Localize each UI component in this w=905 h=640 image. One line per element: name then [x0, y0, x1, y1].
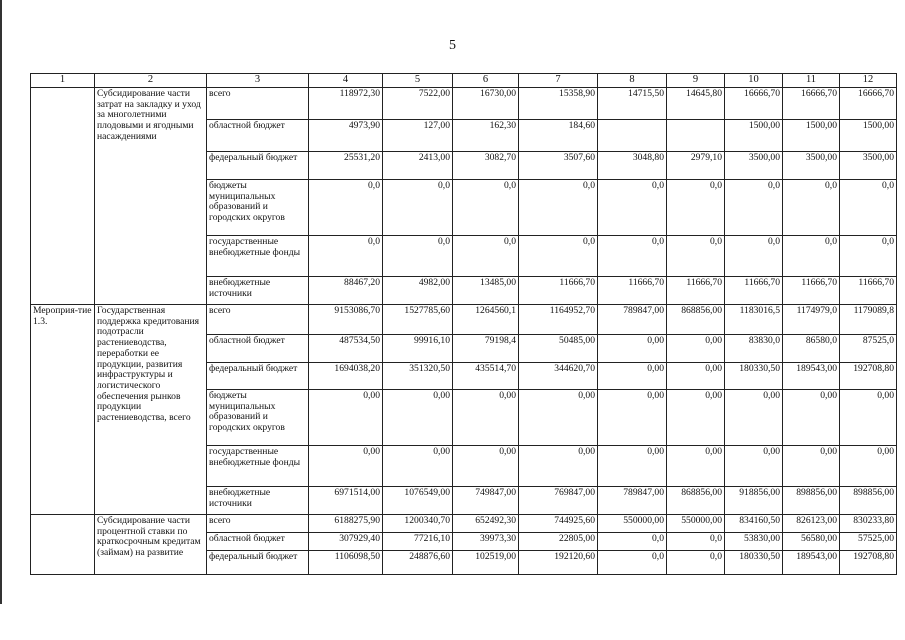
value-cell: 0,0: [667, 551, 725, 575]
funding-source-cell: внебюджетные источники: [207, 487, 309, 515]
table-header-row: [31, 74, 897, 88]
table-row: [31, 305, 897, 335]
value-cell: 0,00: [453, 390, 519, 446]
value-cell: 0,0: [519, 236, 598, 277]
value-cell: 652492,30: [453, 515, 519, 533]
value-cell: 192120,60: [519, 551, 598, 575]
funding-source-cell: федеральный бюджет: [207, 152, 309, 180]
value-cell: 180330,50: [725, 551, 783, 575]
column-header: 4: [309, 74, 383, 88]
value-cell: 7522,00: [383, 88, 453, 120]
value-cell: 15358,90: [519, 88, 598, 120]
column-header: 10: [725, 74, 783, 88]
value-cell: 3500,00: [840, 152, 897, 180]
value-cell: 3082,70: [453, 152, 519, 180]
value-cell: 87525,0: [840, 335, 897, 363]
value-cell: 830233,80: [840, 515, 897, 533]
value-cell: 4982,00: [383, 277, 453, 305]
value-cell: 0,00: [519, 446, 598, 487]
value-cell: 1500,00: [783, 120, 840, 152]
value-cell: 744925,60: [519, 515, 598, 533]
value-cell: 1076549,00: [383, 487, 453, 515]
value-cell: 868856,00: [667, 487, 725, 515]
value-cell: 0,0: [840, 236, 897, 277]
value-cell: 6188275,90: [309, 515, 383, 533]
value-cell: 77216,10: [383, 533, 453, 551]
value-cell: 1183016,5: [725, 305, 783, 335]
value-cell: 3048,80: [598, 152, 667, 180]
funding-source-cell: федеральный бюджет: [207, 551, 309, 575]
value-cell: 0,00: [667, 390, 725, 446]
value-cell: 351320,50: [383, 363, 453, 390]
value-cell: 0,00: [667, 363, 725, 390]
value-cell: 307929,40: [309, 533, 383, 551]
value-cell: 0,00: [453, 446, 519, 487]
value-cell: 749847,00: [453, 487, 519, 515]
value-cell: 550000,00: [667, 515, 725, 533]
column-header: 11: [783, 74, 840, 88]
measure-name-cell: Субсидирование части процентной ставки по краткосрочным кредитам (займам) на развитие: [95, 515, 207, 575]
value-cell: 3500,00: [783, 152, 840, 180]
page-left-edge-line: [0, 0, 2, 604]
value-cell: 1164952,70: [519, 305, 598, 335]
value-cell: 2979,10: [667, 152, 725, 180]
value-cell: 0,0: [783, 180, 840, 236]
value-cell: 0,00: [383, 446, 453, 487]
value-cell: 0,00: [840, 446, 897, 487]
value-cell: 9153086,70: [309, 305, 383, 335]
value-cell: 192708,80: [840, 363, 897, 390]
measure-label-cell: [31, 515, 95, 575]
value-cell: 0,00: [667, 446, 725, 487]
value-cell: 789847,00: [598, 487, 667, 515]
value-cell: 79198,4: [453, 335, 519, 363]
value-cell: 189543,00: [783, 363, 840, 390]
value-cell: 435514,70: [453, 363, 519, 390]
value-cell: 192708,80: [840, 551, 897, 575]
value-cell: 0,00: [598, 335, 667, 363]
value-cell: 22805,00: [519, 533, 598, 551]
value-cell: 0,00: [783, 390, 840, 446]
table-row: [31, 515, 897, 533]
value-cell: [667, 120, 725, 152]
funding-source-cell: всего: [207, 515, 309, 533]
value-cell: 1200340,70: [383, 515, 453, 533]
column-header: 1: [31, 74, 95, 88]
value-cell: 0,0: [840, 180, 897, 236]
value-cell: 16666,70: [783, 88, 840, 120]
value-cell: 550000,00: [598, 515, 667, 533]
funding-source-cell: федеральный бюджет: [207, 363, 309, 390]
value-cell: 0,0: [598, 180, 667, 236]
value-cell: 0,00: [725, 390, 783, 446]
value-cell: 344620,70: [519, 363, 598, 390]
funding-source-cell: бюджеты муниципальных образований и городских округов: [207, 180, 309, 236]
value-cell: 1264560,1: [453, 305, 519, 335]
value-cell: 868856,00: [667, 305, 725, 335]
value-cell: 248876,60: [383, 551, 453, 575]
value-cell: 0,0: [725, 180, 783, 236]
value-cell: 14645,80: [667, 88, 725, 120]
funding-source-cell: государственные внебюджетные фонды: [207, 236, 309, 277]
funding-source-cell: областной бюджет: [207, 120, 309, 152]
value-cell: 0,0: [783, 236, 840, 277]
measure-label-cell: Мероприя-тие 1.3.: [31, 305, 95, 515]
value-cell: 53830,00: [725, 533, 783, 551]
value-cell: 3507,60: [519, 152, 598, 180]
column-header: 3: [207, 74, 309, 88]
budget-table: [30, 73, 897, 575]
value-cell: 2413,00: [383, 152, 453, 180]
column-header: 2: [95, 74, 207, 88]
value-cell: 127,00: [383, 120, 453, 152]
value-cell: 189543,00: [783, 551, 840, 575]
value-cell: 0,00: [598, 363, 667, 390]
value-cell: 11666,70: [667, 277, 725, 305]
value-cell: 0,00: [840, 390, 897, 446]
column-header: 12: [840, 74, 897, 88]
value-cell: 0,00: [598, 390, 667, 446]
measure-name-cell: Государственная поддержка кредитования подотрасли растениеводства, переработки ее продукции, развития инфраструктуры и логистического обеспечения рынков продукции растениеводства, всего: [95, 305, 207, 515]
value-cell: 0,00: [725, 446, 783, 487]
value-cell: 184,60: [519, 120, 598, 152]
page-number: 5: [449, 38, 456, 53]
funding-source-cell: всего: [207, 305, 309, 335]
value-cell: 0,00: [783, 446, 840, 487]
value-cell: 162,30: [453, 120, 519, 152]
column-header: 9: [667, 74, 725, 88]
funding-source-cell: государственные внебюджетные фонды: [207, 446, 309, 487]
value-cell: 180330,50: [725, 363, 783, 390]
column-header: 8: [598, 74, 667, 88]
value-cell: 39973,30: [453, 533, 519, 551]
value-cell: 834160,50: [725, 515, 783, 533]
value-cell: 0,0: [309, 236, 383, 277]
value-cell: 1174979,0: [783, 305, 840, 335]
value-cell: 56580,00: [783, 533, 840, 551]
value-cell: 11666,70: [783, 277, 840, 305]
value-cell: 0,0: [519, 180, 598, 236]
value-cell: 1694038,20: [309, 363, 383, 390]
value-cell: 918856,00: [725, 487, 783, 515]
value-cell: 1527785,60: [383, 305, 453, 335]
value-cell: 14715,50: [598, 88, 667, 120]
value-cell: 0,0: [598, 236, 667, 277]
funding-source-cell: всего: [207, 88, 309, 120]
value-cell: 1500,00: [725, 120, 783, 152]
value-cell: 86580,0: [783, 335, 840, 363]
value-cell: 102519,00: [453, 551, 519, 575]
table-row: [31, 88, 897, 120]
value-cell: 6971514,00: [309, 487, 383, 515]
value-cell: 487534,50: [309, 335, 383, 363]
funding-source-cell: областной бюджет: [207, 533, 309, 551]
column-header: 7: [519, 74, 598, 88]
measure-label-cell: [31, 88, 95, 305]
funding-source-cell: внебюджетные источники: [207, 277, 309, 305]
value-cell: 826123,00: [783, 515, 840, 533]
value-cell: 0,0: [725, 236, 783, 277]
value-cell: 3500,00: [725, 152, 783, 180]
value-cell: 0,0: [598, 533, 667, 551]
value-cell: 1106098,50: [309, 551, 383, 575]
value-cell: 0,00: [598, 446, 667, 487]
value-cell: 769847,00: [519, 487, 598, 515]
value-cell: 0,00: [309, 446, 383, 487]
value-cell: 16666,70: [840, 88, 897, 120]
value-cell: 11666,70: [725, 277, 783, 305]
value-cell: 1179089,8: [840, 305, 897, 335]
value-cell: 11666,70: [840, 277, 897, 305]
measure-name-cell: Субсидирование части затрат на закладку и уход за многолетними плодовыми и ягодными насаждениями: [95, 88, 207, 305]
value-cell: 16666,70: [725, 88, 783, 120]
funding-source-cell: областной бюджет: [207, 335, 309, 363]
value-cell: 0,0: [667, 236, 725, 277]
value-cell: 57525,00: [840, 533, 897, 551]
value-cell: 0,00: [309, 390, 383, 446]
value-cell: 0,0: [667, 533, 725, 551]
value-cell: 0,00: [667, 335, 725, 363]
value-cell: 0,0: [383, 180, 453, 236]
value-cell: 0,0: [667, 180, 725, 236]
value-cell: 1500,00: [840, 120, 897, 152]
value-cell: 0,0: [453, 180, 519, 236]
value-cell: 0,0: [598, 551, 667, 575]
value-cell: 99916,10: [383, 335, 453, 363]
value-cell: 88467,20: [309, 277, 383, 305]
value-cell: 898856,00: [840, 487, 897, 515]
value-cell: 0,0: [309, 180, 383, 236]
value-cell: 83830,0: [725, 335, 783, 363]
funding-source-cell: бюджеты муниципальных образований и городских округов: [207, 390, 309, 446]
value-cell: 16730,00: [453, 88, 519, 120]
value-cell: 118972,30: [309, 88, 383, 120]
value-cell: 13485,00: [453, 277, 519, 305]
column-header: 5: [383, 74, 453, 88]
value-cell: 0,0: [453, 236, 519, 277]
value-cell: 25531,20: [309, 152, 383, 180]
value-cell: 4973,90: [309, 120, 383, 152]
value-cell: 789847,00: [598, 305, 667, 335]
value-cell: 0,00: [383, 390, 453, 446]
value-cell: [598, 120, 667, 152]
value-cell: 11666,70: [598, 277, 667, 305]
value-cell: 0,0: [383, 236, 453, 277]
value-cell: 0,00: [519, 390, 598, 446]
column-header: 6: [453, 74, 519, 88]
value-cell: 898856,00: [783, 487, 840, 515]
value-cell: 50485,00: [519, 335, 598, 363]
value-cell: 11666,70: [519, 277, 598, 305]
